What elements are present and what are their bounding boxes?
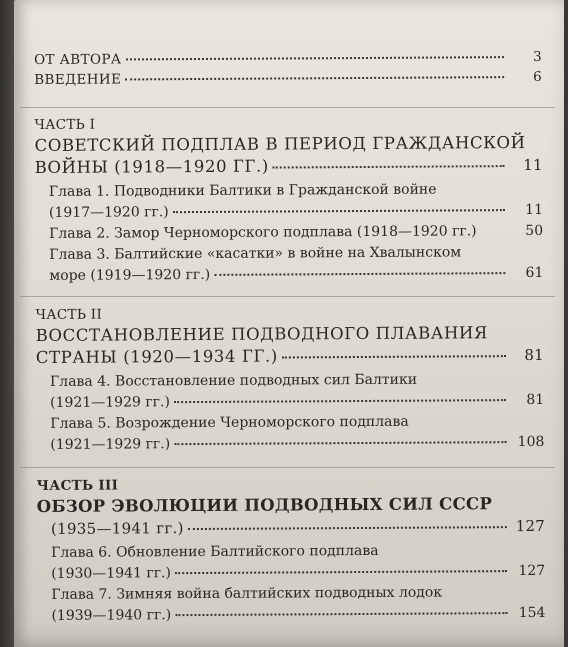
page-number: 127	[515, 516, 545, 536]
part-title-line: СТРАНЫ (1920—1934 ГГ.)	[35, 346, 278, 367]
chapter-title: Глава 3. Балтийские «касатки» в войне на Хвалынском	[49, 244, 462, 263]
entry-title: ВВЕДЕНИЕ	[34, 71, 122, 88]
page-number: 11	[525, 201, 544, 219]
dot-leader	[173, 209, 505, 213]
chapter-title-cont: (1921—1929 гг.)	[50, 394, 170, 411]
page-number: 108	[517, 433, 545, 451]
part-title-line: ВОССТАНОВЛЕНИЕ ПОДВОДНОГО ПЛАВАНИЯ	[35, 323, 488, 345]
page-number: 127	[518, 562, 546, 580]
page-number: 81	[526, 391, 545, 408]
dot-leader	[282, 355, 506, 358]
part-label: ЧАСТЬ I	[34, 116, 96, 133]
part-label: ЧАСТЬ II	[35, 306, 103, 323]
page-number: 3	[532, 48, 543, 65]
dot-leader	[175, 570, 507, 574]
dot-leader	[188, 526, 507, 530]
dot-leader	[126, 56, 505, 60]
page-number: 11	[523, 155, 543, 175]
part-title	[36, 322, 544, 369]
part-title-line: ОБЗОР ЭВОЛЮЦИИ ПОДВОДНЫХ СИЛ СССР	[36, 494, 493, 516]
chapter-title: Глава 2. Замор Черноморского подплава (1918—1920 гг.)	[49, 223, 477, 242]
part-label: ЧАСТЬ III	[36, 477, 119, 494]
entry-title: ОТ АВТОРА	[34, 51, 122, 68]
page-number: 81	[524, 345, 544, 365]
chapter-title: Глава 7. Зимняя война балтийских подводных лодок	[51, 584, 443, 603]
chapter-list	[36, 369, 545, 456]
part-title	[37, 493, 545, 540]
dot-leader	[214, 272, 505, 276]
chapter-title-cont: (1921—1929 гг.)	[50, 436, 171, 453]
chapter-title: Глава 5. Возрождение Черноморского подплава	[50, 413, 409, 432]
chapter-title-cont: море (1919—1920 гг.)	[49, 266, 211, 284]
page-number: 50	[525, 222, 544, 240]
chapter-title: Глава 1. Подводники Балтики в Гражданской войне	[48, 181, 437, 200]
part-title-line: ВОЙНЫ (1918—1920 ГГ.)	[34, 156, 269, 177]
page-number: 154	[518, 604, 546, 622]
chapter-list	[35, 179, 544, 287]
part-iii-block	[37, 475, 545, 540]
toc-entry-introduction	[34, 69, 542, 92]
page-number: 61	[525, 264, 544, 282]
page-number: 6	[533, 68, 543, 85]
part-title	[35, 132, 543, 179]
dot-leader	[273, 165, 505, 168]
chapter-title: Глава 4. Восстановление подводных сил Балтики	[49, 371, 418, 390]
chapter-list	[37, 540, 546, 627]
part-title-line: СОВЕТСКИЙ ПОДПЛАВ В ПЕРИОД ГРАЖДАНСКОЙ	[34, 132, 526, 155]
dot-leader	[174, 441, 506, 445]
table-of-contents	[34, 49, 546, 627]
book-page	[14, 0, 564, 647]
part-title-line: (1935—1941 гг.)	[50, 519, 184, 538]
chapter-title: Глава 6. Обновление Балтийского подплава	[51, 542, 379, 561]
chapter-title-cont: (1930—1941 гг.)	[51, 565, 172, 582]
chapter-title-cont: (1939—1940 гг.)	[51, 607, 172, 624]
dot-leader	[125, 76, 504, 80]
dot-leader	[175, 612, 507, 616]
chapter-title-cont: (1917—1920 гг.)	[48, 204, 169, 221]
dot-leader	[174, 399, 506, 403]
